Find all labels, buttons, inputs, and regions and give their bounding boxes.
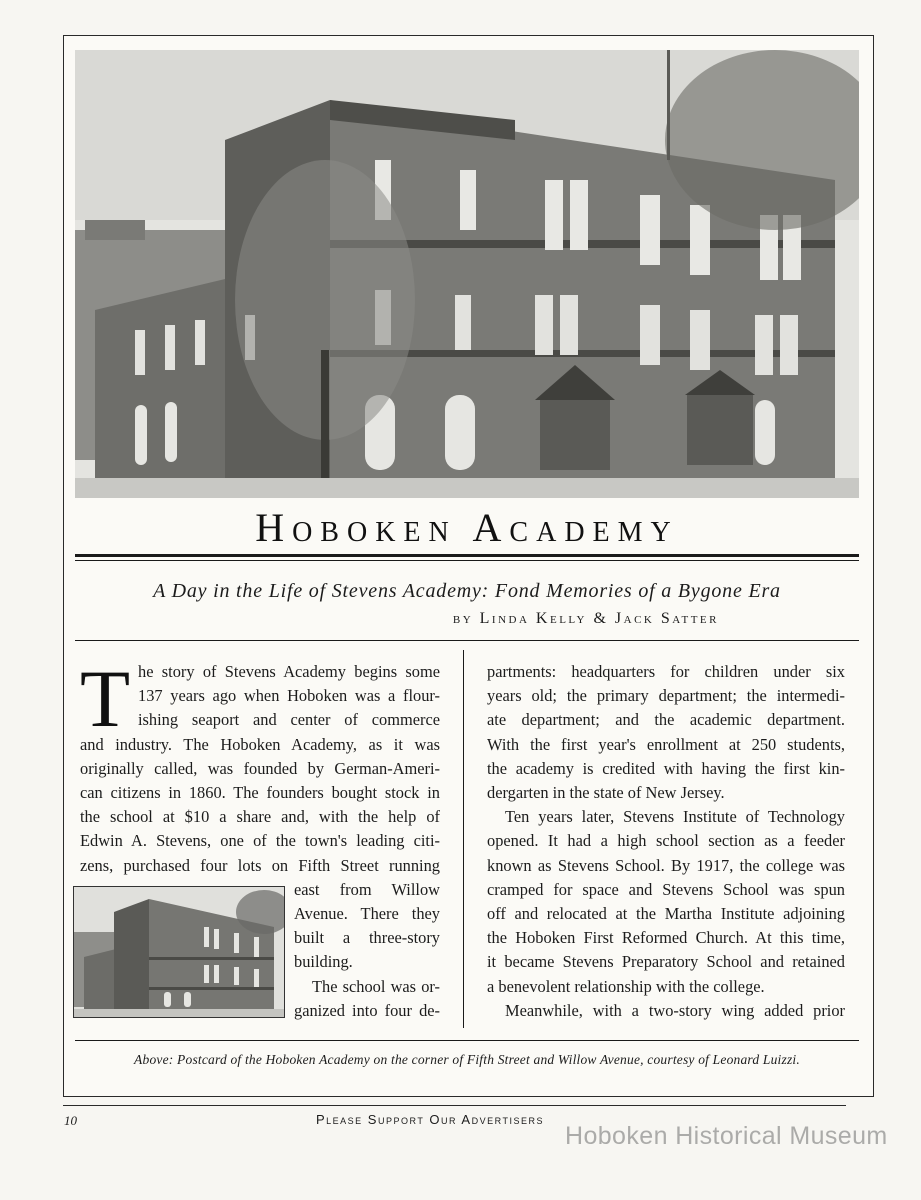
body-line: Edwin A. Stevens, one of the town's leading citi- [80, 831, 440, 851]
body-line: The school was or- [312, 976, 440, 996]
body-line: east from Willow [294, 879, 440, 899]
body-line: built a three-story [294, 928, 440, 948]
photo-caption: Above: Postcard of the Hoboken Academy on the corner of Fifth Street and Willow Avenue, courtesy of Leonard Luizzi. [134, 1052, 800, 1067]
museum-watermark: Hoboken Historical Museum [565, 1122, 888, 1150]
footer-rule [63, 1105, 846, 1106]
body-line: Meanwhile, with a two-story wing added prior [505, 1000, 845, 1020]
body-line: years old; the primary department; the intermedi- [487, 686, 845, 706]
body-line: 137 years ago when Hoboken was a flour- [138, 686, 440, 706]
body-line: With the first year's enrollment at 250 students, [487, 734, 845, 754]
body-line: building. [294, 952, 353, 972]
footer-text: Please Support Our Advertisers [316, 1112, 544, 1127]
body-line: it became Stevens Preparatory School and retained [487, 952, 845, 972]
body-line: the school at $10 a share and, with the help of [80, 807, 440, 827]
inset-photo-postcard [73, 886, 285, 1018]
article-title: Hoboken Academy [75, 500, 859, 556]
body-line: ate department; and the academic department. [487, 710, 845, 730]
body-line: opened. It had a high school section as a feeder [487, 831, 845, 851]
body-line: originally called, was founded by German-Ameri- [80, 758, 440, 778]
body-line: Avenue. There they [294, 904, 440, 924]
body-line: the Hoboken First Reformed Church. At this time, [487, 928, 845, 948]
article-subtitle: A Day in the Life of Stevens Academy: Fond Memories of a Bygone Era [153, 580, 781, 602]
body-line: known as Stevens School. By 1917, the college was [487, 855, 845, 875]
article-byline: by Linda Kelly & Jack Satter [452, 610, 719, 627]
title-rule-thin [75, 560, 859, 561]
hero-photo-hoboken-academy [75, 50, 859, 498]
caption-rule [75, 1040, 859, 1041]
body-line: the academy is credited with having the first kin- [487, 758, 845, 778]
body-line: zens, purchased four lots on Fifth Street running [80, 855, 440, 875]
body-line: dergarten in the state of New Jersey. [487, 783, 725, 803]
body-line: and industry. The Hoboken Academy, as it was [80, 734, 440, 754]
title-rule-thick [75, 554, 859, 557]
body-line: Ten years later, Stevens Institute of Technology [505, 807, 845, 827]
columns-top-rule [75, 640, 859, 641]
page-number: 10 [64, 1113, 77, 1128]
body-line: partments: headquarters for children under six [487, 662, 845, 681]
body-line: ishing seaport and center of commerce [138, 710, 440, 730]
body-column-right [487, 660, 845, 1023]
body-line: can citizens in 1860. The founders bought stock in [80, 783, 440, 803]
body-line: a benevolent relationship with the college. [487, 976, 765, 996]
column-divider [463, 650, 464, 1028]
body-line: off and relocated at the Martha Institute adjoining [487, 904, 845, 924]
body-line: ganized into four de- [294, 1000, 440, 1020]
body-line: he story of Stevens Academy begins some [138, 662, 440, 681]
body-line: cramped for space and Stevens School was spun [487, 879, 845, 899]
drop-cap: T [80, 653, 131, 744]
